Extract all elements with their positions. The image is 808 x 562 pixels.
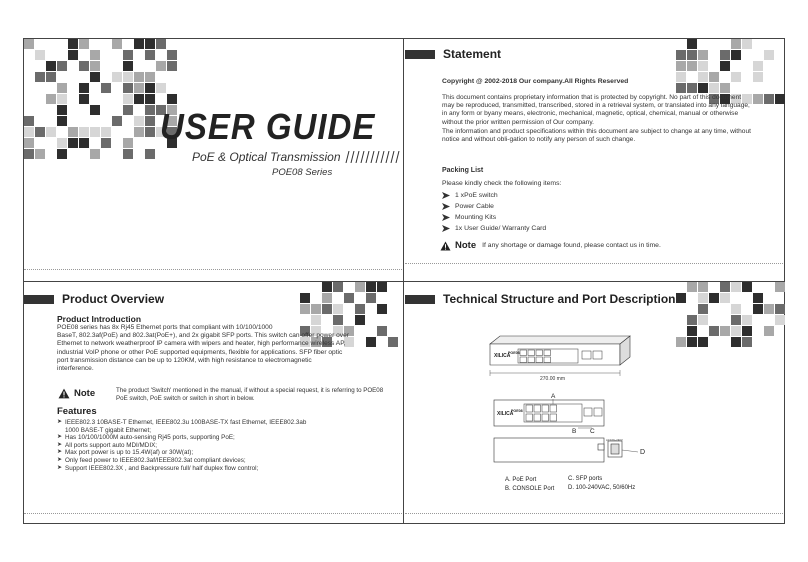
mosaic-tile: [698, 304, 708, 314]
mosaic-tile: [145, 94, 155, 104]
legend-a: A. PoE Port: [505, 477, 537, 483]
power-label: AC100~240V: [606, 438, 623, 442]
overview-note-text: [116, 387, 383, 402]
mosaic-tile: [24, 39, 34, 49]
mosaic-tile: [366, 293, 376, 303]
statement-paragraph-2: [442, 128, 751, 144]
mosaic-tile: [134, 116, 144, 126]
mosaic-tile: [134, 72, 144, 82]
mosaic-tile: [35, 149, 45, 159]
arrow-bullet-icon: [57, 427, 65, 435]
overview-note-line: PoE switch, PoE switch or switch in short in below.: [116, 394, 255, 402]
statement-paragraph-1-line: may be reproduced, transmitted, transcribed, stored in a retrieval system, or translated into any language,: [442, 102, 750, 110]
mosaic-tile: [720, 282, 730, 292]
dotted-rule: [24, 269, 402, 270]
mosaic-tile: [720, 61, 730, 71]
mosaic-tile: [709, 83, 719, 93]
feature-text: All ports support auto MDI/MDIX;: [65, 441, 158, 449]
mosaic-tile: [764, 304, 774, 314]
statement-paragraph-1-line: without the prior written permission of Our company.: [442, 118, 594, 126]
feature-text: IEEE802.3 10BASE-T Ethernet, IEEE802.3u 100BASE-TX fast Ethernet, IEEE802.3ab: [65, 419, 307, 426]
mosaic-tile: [687, 337, 697, 347]
intro-line: BaseT, 802.3af(PoE) and 802.3at(PoE+), and 2x gigabit SFP ports. This switch can offer power over: [57, 332, 349, 340]
mosaic-tile: [123, 149, 133, 159]
statement-paragraph-2-line: The information and product specifications within this document are subject to change at any time, without: [442, 128, 751, 135]
dotted-rule: [405, 513, 783, 514]
mosaic-tile: [687, 326, 697, 336]
mosaic-tile: [676, 50, 686, 60]
mosaic-tile: [134, 39, 144, 49]
mosaic-tile: [322, 304, 332, 314]
mosaic-tile: [687, 61, 697, 71]
dotted-rule: [24, 513, 402, 514]
overview-note-badge: [58, 388, 95, 399]
mosaic-tile: [698, 282, 708, 292]
statement-paragraph-1-line: This document contains proprietary information that is protected by copyright. No part of this document: [442, 94, 742, 101]
mosaic-tile: [156, 83, 166, 93]
mosaic-tile: [57, 94, 67, 104]
callout-c: C: [590, 428, 595, 435]
mosaic-tile: [90, 50, 100, 60]
mosaic-tile: [90, 105, 100, 115]
packing-item: [442, 225, 546, 232]
packing-item-label: 1x User Guide/ Warranty Card: [455, 225, 547, 232]
intro-heading: Product Introduction: [57, 314, 142, 324]
mosaic-tile: [123, 138, 133, 148]
mosaic-tile: [156, 61, 166, 71]
mosaic-tile: [112, 39, 122, 49]
mosaic-tile: [156, 39, 166, 49]
mosaic-tile: [90, 127, 100, 137]
mosaic-tile: [720, 83, 730, 93]
packing-item: [442, 214, 496, 221]
mosaic-tile: [79, 138, 89, 148]
mosaic-tile: [68, 138, 78, 148]
feature-item: [57, 427, 306, 435]
mosaic-tile: [709, 72, 719, 82]
mosaic-tile: [698, 293, 708, 303]
mosaic-tile: [123, 94, 133, 104]
mosaic-tile: [764, 326, 774, 336]
mosaic-tile: [57, 105, 67, 115]
mosaic-tile: [46, 72, 56, 82]
features-heading: Features: [57, 406, 97, 417]
callout-d: D: [640, 449, 646, 456]
cover-title: USER GUIDE: [160, 106, 376, 147]
mosaic-tile: [123, 50, 133, 60]
mosaic-tile: [68, 50, 78, 60]
model-label-front: POE08: [511, 409, 523, 413]
feature-text: Max port power is up to 15.4W(af) or 30W(at);: [65, 449, 194, 457]
mosaic-tile: [300, 293, 310, 303]
dotted-rule: [405, 263, 783, 264]
mosaic-tile: [687, 282, 697, 292]
mosaic-tile: [145, 116, 155, 126]
mosaic-tile: [775, 94, 785, 104]
mosaic-tile: [676, 83, 686, 93]
callout-a: A: [551, 393, 556, 400]
packing-intro: Please kindly check the following items:: [442, 180, 562, 187]
mosaic-tile: [753, 293, 763, 303]
mosaic-tile: [687, 83, 697, 93]
mosaic-tile: [355, 304, 365, 314]
mosaic-tile: [731, 315, 741, 325]
mosaic-tile: [123, 105, 133, 115]
heading-bar: [24, 295, 54, 304]
mosaic-tile: [720, 293, 730, 303]
mosaic-tile: [57, 83, 67, 93]
overview-heading: Product Overview: [62, 292, 165, 306]
feature-item: [57, 419, 306, 427]
mosaic-tile: [355, 315, 365, 325]
mosaic-tile: [112, 72, 122, 82]
feature-item: [57, 457, 306, 465]
cover-subtitle: PoE & Optical Transmission: [192, 150, 341, 164]
mosaic-tile: [68, 39, 78, 49]
overview-header: [24, 292, 164, 306]
statement-paragraph-1-line: in any form or byany means, electronic, mechanical, magnetic, optical, chemical, manual or otherwise: [442, 110, 739, 118]
mosaic-tile: [24, 138, 34, 148]
heading-bar: [405, 50, 435, 59]
feature-text: 1000 BASE-T gigabit Ethernet;: [65, 426, 151, 434]
mosaic-tile: [366, 282, 376, 292]
mosaic-tile: [720, 326, 730, 336]
mosaic-tile: [731, 337, 741, 347]
mosaic-tile: [101, 83, 111, 93]
mosaic-tile: [377, 282, 387, 292]
mosaic-tile: [355, 282, 365, 292]
feature-item: [57, 442, 306, 450]
mosaic-tile: [123, 83, 133, 93]
legend-d: D. 100-240VAC, 50/60Hz: [568, 485, 636, 491]
legend-b: B. CONSOLE Port: [505, 486, 555, 492]
legend-c: C. SFP ports: [568, 476, 603, 482]
mosaic-tile: [300, 304, 310, 314]
arrow-bullet-icon: ➤: [57, 449, 63, 456]
mosaic-tile: [57, 61, 67, 71]
mosaic-tile: [720, 50, 730, 60]
statement-paragraph-2-line: notice and without obli-gation to notify any person of such change.: [442, 136, 636, 144]
mosaic-tile: [742, 337, 752, 347]
mosaic-tile: [388, 337, 398, 347]
feature-text: Has 10/100/1000M auto-sensing Rj45 ports, supporting PoE;: [65, 434, 235, 442]
mosaic-tile: [90, 61, 100, 71]
mosaic-tile: [775, 282, 785, 292]
mosaic-tile: [698, 72, 708, 82]
mosaic-tile: [731, 304, 741, 314]
mosaic-tile: [145, 127, 155, 137]
intro-line: interference.: [57, 365, 94, 373]
mosaic-tile: [698, 61, 708, 71]
note-label: Note: [455, 240, 477, 251]
intro-line: Ethernet to network weatherproof IP camera with wipers and heater, high performance wireless AP,: [57, 340, 346, 348]
warning-icon: [440, 241, 451, 251]
switch-diagram: [480, 320, 660, 470]
cover-series: POE08 Series: [272, 167, 333, 178]
mosaic-tile: [145, 105, 155, 115]
mosaic-tile: [731, 50, 741, 60]
mosaic-tile: [35, 72, 45, 82]
mosaic-tile: [676, 61, 686, 71]
mosaic-tile: [123, 61, 133, 71]
mosaic-tile: [676, 72, 686, 82]
mosaic-tile: [742, 39, 752, 49]
switch-rear-view: [494, 438, 622, 462]
intro-line: POE08 series has 8x Rj45 Ethernet ports that compliant with 10/100/1000: [57, 324, 273, 331]
warning-icon: [58, 388, 70, 399]
mosaic-tile: [764, 50, 774, 60]
packing-item-label: 1 xPoE switch: [455, 192, 498, 199]
copyright-line: Copyright @ 2002-2018 Our company.All Rights Reserved: [442, 78, 629, 85]
mosaic-tile: [764, 94, 774, 104]
mosaic-tile: [753, 94, 763, 104]
mosaic-tile: [775, 304, 785, 314]
feature-text: Support IEEE802.3X , and Backpressure full/ half duplex flow control;: [65, 464, 259, 472]
mosaic-tile: [333, 282, 343, 292]
arrow-bullet-icon: ➤: [57, 441, 63, 448]
intro-paragraph: [57, 324, 349, 373]
mosaic-tile: [46, 94, 56, 104]
arrow-bullet-icon: ➤: [57, 434, 63, 441]
dimension-label: 270.00 mm: [540, 376, 566, 382]
technical-header: [405, 292, 676, 306]
statement-header: [405, 47, 501, 61]
mosaic-tile: [709, 293, 719, 303]
model-label-top: POE08: [508, 351, 520, 355]
mosaic-tile: [79, 83, 89, 93]
mosaic-tile: [322, 282, 332, 292]
feature-item: [57, 449, 306, 457]
arrow-bullet-icon: [442, 192, 450, 199]
intro-line: port transmission distance can be up to 120KM, with high resistance to electromagnetic: [57, 356, 312, 364]
mosaic-tile: [731, 282, 741, 292]
mosaic-tile: [698, 315, 708, 325]
cover-subtitle-group: [192, 150, 402, 164]
mosaic-tile: [687, 50, 697, 60]
heading-bar: [405, 295, 435, 304]
mosaic-tile: [134, 127, 144, 137]
mosaic-tile: [90, 72, 100, 82]
packing-note: [440, 240, 661, 251]
mosaic-tile: [687, 315, 697, 325]
packing-note-text: If any shortage or damage found, please contact us in time.: [482, 242, 661, 249]
middle-divider: [23, 281, 785, 282]
arrow-bullet-icon: [442, 225, 450, 232]
note-label: Note: [74, 388, 96, 399]
mosaic-tile: [366, 337, 376, 347]
mosaic-tile: [145, 50, 155, 60]
mosaic-tile: [145, 72, 155, 82]
mosaic-tile: [167, 94, 177, 104]
mosaic-tile: [731, 326, 741, 336]
mosaic-tile: [35, 127, 45, 137]
mosaic-tile: [134, 83, 144, 93]
mosaic-tile: [57, 138, 67, 148]
features-list: [57, 419, 306, 472]
mosaic-tile: [134, 94, 144, 104]
mosaic-tile: [123, 72, 133, 82]
mosaic-tile: [145, 83, 155, 93]
mosaic-tile: [24, 127, 34, 137]
mosaic-tile: [79, 39, 89, 49]
intro-line: industrial VoIP phone or other PoE supported equipments, flexible for applications. SFP fiber optic: [57, 348, 343, 356]
statement-heading: Statement: [443, 47, 502, 61]
mosaic-tile: [24, 116, 34, 126]
packing-item-label: Power Cable: [455, 203, 494, 210]
arrow-bullet-icon: ➤: [57, 456, 63, 463]
mosaic-tile: [24, 149, 34, 159]
mosaic-tile: [101, 138, 111, 148]
mosaic-tile: [35, 50, 45, 60]
mosaic-tile: [731, 72, 741, 82]
mosaic-tile: [698, 337, 708, 347]
mosaic-tile: [167, 61, 177, 71]
mosaic-tile: [57, 116, 67, 126]
mosaic-tile: [145, 149, 155, 159]
mosaic-tile: [68, 127, 78, 137]
mosaic-tile: [57, 149, 67, 159]
mosaic-tile: [145, 39, 155, 49]
packing-item: [442, 203, 494, 210]
brand-logo-front: XILICA: [497, 411, 514, 417]
mosaic-tile: [731, 39, 741, 49]
arrow-bullet-icon: [442, 203, 450, 210]
arrow-bullet-icon: [442, 214, 450, 221]
arrow-bullet-icon: ➤: [57, 419, 63, 425]
mosaic-tile: [322, 293, 332, 303]
mosaic-tile: [753, 72, 763, 82]
statement-paragraph-1: [442, 94, 750, 127]
packing-item: [442, 192, 498, 199]
mosaic-tile: [377, 304, 387, 314]
mosaic-tile: [753, 304, 763, 314]
mosaic-tile: [742, 315, 752, 325]
mosaic-tile: [676, 337, 686, 347]
mosaic-tile: [742, 326, 752, 336]
mosaic-tile: [46, 127, 56, 137]
brand-logo-top: XILICA: [494, 353, 511, 359]
mosaic-tile: [687, 39, 697, 49]
mosaic-tile: [698, 83, 708, 93]
mosaic-tile: [90, 149, 100, 159]
mosaic-tile: [775, 315, 785, 325]
mosaic-tile: [709, 326, 719, 336]
mosaic-tile: [167, 50, 177, 60]
mosaic-tile: [698, 50, 708, 60]
technical-heading: Technical Structure and Port Description: [443, 292, 676, 306]
feature-item: [57, 465, 306, 473]
mosaic-tile: [79, 61, 89, 71]
mosaic-tile: [753, 61, 763, 71]
mosaic-tile: [79, 127, 89, 137]
arrow-bullet-icon: ➤: [57, 464, 63, 471]
mosaic-tile: [377, 326, 387, 336]
feature-item: [57, 434, 306, 442]
packing-item-label: Mounting Kits: [455, 214, 497, 221]
mosaic-tile: [79, 94, 89, 104]
overview-note-line: The product 'Switch' mentioned in the manual, if without a special request, it is referring to POE08: [116, 387, 384, 394]
mosaic-tile: [311, 304, 321, 314]
mosaic-tile: [112, 116, 122, 126]
packing-heading: Packing List: [442, 167, 484, 174]
mosaic-tile: [333, 304, 343, 314]
mosaic-tile: [344, 293, 354, 303]
mosaic-tile: [676, 293, 686, 303]
mosaic-tile: [46, 61, 56, 71]
feature-text: Only feed power to IEEE802.3af/IEEE802.3at compliant devices;: [65, 456, 246, 464]
mosaic-tile: [742, 282, 752, 292]
mosaic-tile: [101, 127, 111, 137]
hatch-decoration: [342, 151, 402, 163]
callout-b: B: [572, 428, 577, 435]
